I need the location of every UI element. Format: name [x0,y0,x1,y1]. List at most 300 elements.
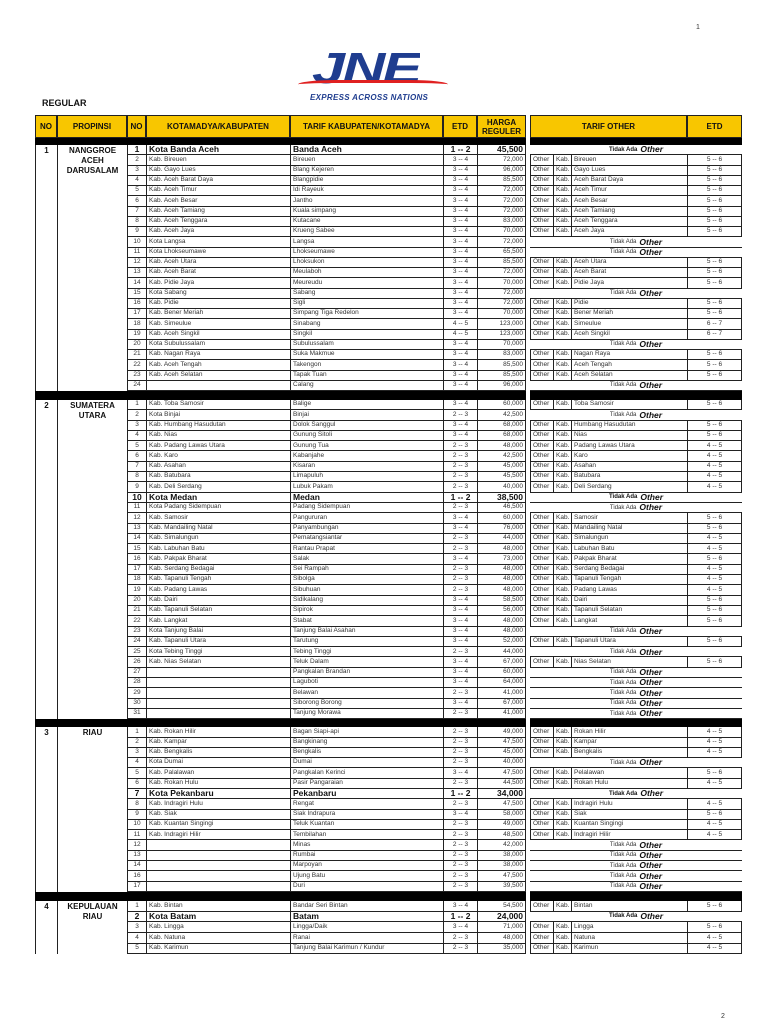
harga-reguler: 123,000 [477,319,526,329]
other-bold-label: Other [639,708,663,719]
harga-reguler: 48,000 [477,544,526,554]
other-label: Other [530,944,553,955]
kabupaten-name: Kab. Humbang Hasudutan [146,421,290,431]
no-other-note [530,709,742,719]
table-row [127,513,742,523]
other-etd: 5 -- 6 [687,196,742,206]
harga-reguler: 72,000 [477,186,526,196]
other-kabupaten: Nagan Raya [571,350,687,360]
etd: 1 -- 2 [443,789,477,799]
other-kabupaten: Bintan [571,901,687,912]
etd: 3 -- 4 [443,513,477,523]
row-number: 21 [127,606,146,616]
harga-reguler: 54,500 [477,901,526,912]
row-number: 4 [127,933,146,944]
etd: 2 -- 3 [443,851,477,861]
table-row [127,441,742,451]
harga-reguler: 72,000 [477,196,526,206]
kab-label: Kab. [553,565,571,575]
other-label: Other [530,176,553,186]
harga-reguler: 49,000 [477,727,526,737]
table-row [127,217,742,227]
other-kabupaten: Gayo Lues [571,166,687,176]
kabupaten-name: Kota Medan [146,493,290,503]
etd: 3 -- 4 [443,309,477,319]
table-row [127,431,742,441]
kabupaten-name: Kab. Dairi [146,596,290,606]
tidak-ada-label: Tidak Ada [609,341,637,348]
other-label: Other [530,400,553,410]
other-etd: 5 -- 6 [687,166,742,176]
table-row [127,944,742,955]
harga-reguler: 73,000 [477,554,526,564]
other-label: Other [530,933,553,944]
other-etd: 5 -- 6 [687,922,742,933]
other-label: Other [530,799,553,809]
harga-reguler: 58,500 [477,596,526,606]
harga-reguler: 72,000 [477,268,526,278]
row-number: 5 [127,186,146,196]
header-kota: KOTAMADYA/KABUPATEN [146,115,290,138]
kab-label: Kab. [553,944,571,955]
other-label: Other [530,227,553,237]
other-bold-label: Other [639,380,663,391]
table-row [127,922,742,933]
harga-reguler: 72,000 [477,155,526,165]
etd: 4 -- 5 [443,319,477,329]
row-number: 30 [127,699,146,709]
other-kabupaten: Aceh Barat [571,268,687,278]
row-number: 23 [127,371,146,381]
table-row [127,360,742,370]
table-row [127,258,742,268]
province-rows [127,145,742,391]
etd: 2 -- 3 [443,451,477,461]
row-number: 15 [127,289,146,299]
other-label: Other [530,472,553,482]
tariff-table [35,115,742,954]
tarif-city: Duri [290,882,443,892]
kabupaten-name: Kab. Karimun [146,944,290,955]
harga-reguler: 85,500 [477,360,526,370]
kab-label: Kab. [553,575,571,585]
etd: 3 -- 4 [443,524,477,534]
table-row [127,596,742,606]
kabupaten-name: Kab. Natuna [146,933,290,944]
jne-logo [298,50,458,104]
tidak-ada-label: Tidak Ada [609,382,637,389]
kabupaten-name: Kab. Rokan Hilir [146,727,290,737]
harga-reguler: 85,500 [477,176,526,186]
other-kabupaten: Humbang Hasudutan [571,421,687,431]
tidak-ada-label: Tidak Ada [609,411,637,418]
no-other-note [530,410,742,420]
other-bold-label: Other [639,339,663,350]
other-etd: 4 -- 5 [687,575,742,585]
kab-label: Kab. [553,462,571,472]
kab-label: Kab. [553,431,571,441]
kab-label: Kab. [553,799,571,809]
etd: 3 -- 4 [443,207,477,217]
other-label: Other [530,596,553,606]
other-bold-label: Other [639,850,663,861]
province-name-line: RIAU [82,728,103,738]
page-number-bottom: 2 [721,1013,725,1020]
harga-reguler: 96,000 [477,381,526,391]
kab-label: Kab. [553,933,571,944]
other-label: Other [530,810,553,820]
etd: 2 -- 3 [443,738,477,748]
other-etd: 4 -- 5 [687,933,742,944]
logo-swoosh-icon [298,80,448,89]
other-label: Other [530,186,553,196]
tidak-ada-label: Tidak Ada [609,238,637,245]
no-other-note [530,248,742,258]
etd: 2 -- 3 [443,779,477,789]
province-name-line: DARUSALAM [66,166,119,175]
harga-reguler: 45,000 [477,748,526,758]
table-row [127,748,742,758]
tarif-city: Meulaboh [290,268,443,278]
other-kabupaten: Toba Samosir [571,400,687,410]
etd: 2 -- 3 [443,503,477,513]
kabupaten-name [146,871,290,881]
tidak-ada-label: Tidak Ada [609,873,637,879]
harga-reguler: 41,000 [477,688,526,698]
kabupaten-name: Kab. Aceh Tengah [146,360,290,370]
other-kabupaten: Pidie Jaya [571,278,687,288]
kabupaten-name [146,381,290,391]
header-harga: HARGA REGULER [477,115,526,138]
tarif-city: Pekanbaru [290,789,443,799]
tarif-city: Tanjung Morawa [290,709,443,719]
table-row [127,912,742,923]
table-row [127,565,742,575]
other-kabupaten: Karo [571,451,687,461]
other-etd: 4 -- 5 [687,727,742,737]
kabupaten-name: Kab. Gayo Lues [146,166,290,176]
etd: 3 -- 4 [443,176,477,186]
other-bold-label: Other [639,667,663,678]
table-row [127,616,742,626]
etd: 3 -- 4 [443,299,477,309]
row-number: 1 [127,400,146,410]
kabupaten-name: Kab. Nagan Raya [146,350,290,360]
other-kabupaten: Rokan Hilir [571,727,687,737]
other-etd: 5 -- 6 [687,657,742,667]
table-row [127,606,742,616]
tarif-city: Idi Rayeuk [290,186,443,196]
row-number: 8 [127,799,146,809]
row-number: 14 [127,278,146,288]
row-number: 5 [127,944,146,955]
other-kabupaten: Mandailing Natal [571,524,687,534]
row-number: 11 [127,830,146,840]
row-number: 22 [127,360,146,370]
row-number: 22 [127,616,146,626]
other-bold-label: Other [639,840,663,850]
other-kabupaten: Langkat [571,616,687,626]
logo-tagline: EXPRESS ACROSS NATIONS [310,93,429,102]
no-other-note [530,340,742,350]
other-etd: 4 -- 5 [687,472,742,482]
other-etd: 4 -- 5 [687,738,742,748]
other-etd: 4 -- 5 [687,820,742,830]
table-row [127,268,742,278]
other-kabupaten: Aceh Tengah [571,360,687,370]
harga-reguler: 76,000 [477,524,526,534]
tarif-city: Salak [290,554,443,564]
etd: 2 -- 3 [443,709,477,719]
table-row [127,482,742,492]
other-kabupaten: Aceh Barat Daya [571,176,687,186]
kabupaten-name [146,840,290,850]
table-row [127,575,742,585]
harga-reguler: 48,000 [477,627,526,637]
row-number: 10 [127,237,146,247]
tidak-ada-label: Tidak Ada [609,842,637,849]
etd: 3 -- 4 [443,400,477,410]
tarif-city: Kabanjahe [290,451,443,461]
kab-label: Kab. [553,451,571,461]
other-label: Other [530,727,553,737]
other-label: Other [530,554,553,564]
table-row [127,410,742,420]
harga-reguler: 85,500 [477,258,526,268]
divider-left [35,138,526,145]
etd: 2 -- 3 [443,688,477,698]
divider-right [530,892,742,901]
other-kabupaten: Aceh Utara [571,258,687,268]
tarif-city: Limapuluh [290,472,443,482]
kabupaten-name: Kota Banda Aceh [146,145,290,155]
tarif-city: Pematangsiantar [290,534,443,544]
other-etd: 4 -- 5 [687,585,742,595]
tarif-city: Balige [290,400,443,410]
kabupaten-name: Kota Lhokseumawe [146,248,290,258]
other-kabupaten: Siak [571,810,687,820]
tarif-city: Rantau Prapat [290,544,443,554]
etd: 2 -- 3 [443,441,477,451]
kab-label: Kab. [553,227,571,237]
kabupaten-name: Kab. Aceh Tenggara [146,217,290,227]
etd: 2 -- 3 [443,748,477,758]
table-row [127,820,742,830]
etd: 2 -- 3 [443,462,477,472]
etd: 3 -- 4 [443,699,477,709]
row-number: 13 [127,851,146,861]
etd: 2 -- 3 [443,882,477,892]
kab-label: Kab. [553,534,571,544]
tarif-city: Rengat [290,799,443,809]
other-kabupaten: Aceh Singkil [571,330,687,340]
row-number: 25 [127,647,146,657]
etd: 3 -- 4 [443,678,477,688]
row-number: 20 [127,596,146,606]
kab-label: Kab. [553,748,571,758]
other-label: Other [530,299,553,309]
other-label: Other [530,258,553,268]
row-number: 19 [127,330,146,340]
kabupaten-name: Kota Sabang [146,289,290,299]
other-kabupaten: Aceh Jaya [571,227,687,237]
etd: 3 -- 4 [443,268,477,278]
row-number: 2 [127,912,146,923]
province-section [35,145,742,391]
kab-label: Kab. [553,922,571,933]
other-etd: 5 -- 6 [687,186,742,196]
kabupaten-name: Kab. Aceh Barat [146,268,290,278]
etd: 3 -- 4 [443,922,477,933]
row-number: 27 [127,668,146,678]
kab-label: Kab. [553,400,571,410]
tidak-ada-label: Tidak Ada [609,883,637,890]
kabupaten-name: Kab. Indragiri Hilir [146,830,290,840]
section-divider [35,391,742,400]
province-name-line: KEPULAUAN [67,901,118,911]
row-number: 13 [127,524,146,534]
other-kabupaten: Pakpak Bharat [571,554,687,564]
kab-label: Kab. [553,637,571,647]
other-etd: 4 -- 5 [687,944,742,955]
other-etd: 5 -- 6 [687,901,742,912]
row-number: 16 [127,554,146,564]
row-number: 16 [127,871,146,881]
harga-reguler: 70,000 [477,309,526,319]
harga-reguler: 48,000 [477,575,526,585]
etd: 3 -- 4 [443,196,477,206]
tarif-city: Kuala simpang [290,207,443,217]
kabupaten-name [146,678,290,688]
harga-reguler: 40,000 [477,758,526,768]
tarif-city: Dolok Sanggul [290,421,443,431]
table-row [127,668,742,678]
other-bold-label: Other [639,247,663,257]
kab-label: Kab. [553,268,571,278]
no-other-note [530,145,742,155]
header-no2: NO [127,115,146,138]
other-kabupaten: Pelalawan [571,768,687,778]
etd: 3 -- 4 [443,668,477,678]
other-label: Other [530,350,553,360]
kabupaten-name [146,882,290,892]
tidak-ada-label: Tidak Ada [609,648,637,655]
row-number: 2 [127,155,146,165]
other-label: Other [530,748,553,758]
etd: 3 -- 4 [443,186,477,196]
table-row [127,462,742,472]
table-row [127,727,742,737]
province-name-line: UTARA [78,411,107,420]
other-etd: 4 -- 5 [687,799,742,809]
province-name [57,901,127,954]
kabupaten-name: Kab. Toba Samosir [146,400,290,410]
table-row [127,472,742,482]
other-label: Other [530,820,553,830]
other-label: Other [530,278,553,288]
tarif-city: Gunung Tua [290,441,443,451]
kabupaten-name: Kab. Pidie [146,299,290,309]
tarif-city: Medan [290,493,443,503]
other-label: Other [530,360,553,370]
harga-reguler: 83,000 [477,217,526,227]
table-header [35,115,742,138]
harga-reguler: 52,000 [477,637,526,647]
other-kabupaten: Indragiri Hilir [571,830,687,840]
harga-reguler: 60,000 [477,668,526,678]
table-row [127,421,742,431]
tidak-ada-label: Tidak Ada [609,852,637,859]
other-etd: 5 -- 6 [687,554,742,564]
table-row [127,544,742,554]
kab-label: Kab. [553,371,571,381]
etd: 3 -- 4 [443,657,477,667]
row-number: 6 [127,779,146,789]
row-number: 2 [127,738,146,748]
other-label: Other [530,371,553,381]
province-name-line: NANGGROE [68,146,117,155]
tarif-city: Teluk Dalam [290,657,443,667]
other-etd: 4 -- 5 [687,544,742,554]
kab-label: Kab. [553,482,571,492]
row-number: 28 [127,678,146,688]
other-label: Other [530,451,553,461]
other-etd: 5 -- 6 [687,371,742,381]
table-row [127,768,742,778]
harga-reguler: 48,500 [477,830,526,840]
tarif-city: Subulussalam [290,340,443,350]
kabupaten-name: Kab. Aceh Singkil [146,330,290,340]
kabupaten-name: Kota Binjai [146,410,290,420]
etd: 2 -- 3 [443,585,477,595]
tarif-city: Tarutung [290,637,443,647]
kabupaten-name [146,699,290,709]
no-other-note [530,289,742,299]
row-number: 14 [127,534,146,544]
tarif-city: Kisaran [290,462,443,472]
other-label: Other [530,738,553,748]
other-bold-label: Other [639,288,663,298]
table-row [127,524,742,534]
divider-left [35,892,526,901]
kabupaten-name: Kab. Simeulue [146,319,290,329]
no-other-note [530,912,742,923]
tidak-ada-label: Tidak Ada [608,790,638,797]
other-etd: 5 -- 6 [687,400,742,410]
harga-reguler: 47,500 [477,738,526,748]
harga-reguler: 44,000 [477,534,526,544]
divider-right [530,391,742,400]
kab-label: Kab. [553,207,571,217]
kab-label: Kab. [553,278,571,288]
other-label: Other [530,901,553,912]
tidak-ada-label: Tidak Ada [608,494,638,501]
kabupaten-name: Kota Tanjung Balai [146,627,290,637]
tidak-ada-label: Tidak Ada [609,700,637,707]
etd: 3 -- 4 [443,360,477,370]
harga-reguler: 45,500 [477,145,526,155]
kabupaten-name: Kab. Simalungun [146,534,290,544]
kab-label: Kab. [553,544,571,554]
harga-reguler: 39,500 [477,882,526,892]
etd: 3 -- 4 [443,278,477,288]
tarif-city: Pangkalan Brandan [290,668,443,678]
other-bold-label: Other [639,871,663,881]
other-label: Other [530,319,553,329]
harga-reguler: 40,000 [477,482,526,492]
harga-reguler: 35,000 [477,944,526,955]
tarif-city: Blangpidie [290,176,443,186]
